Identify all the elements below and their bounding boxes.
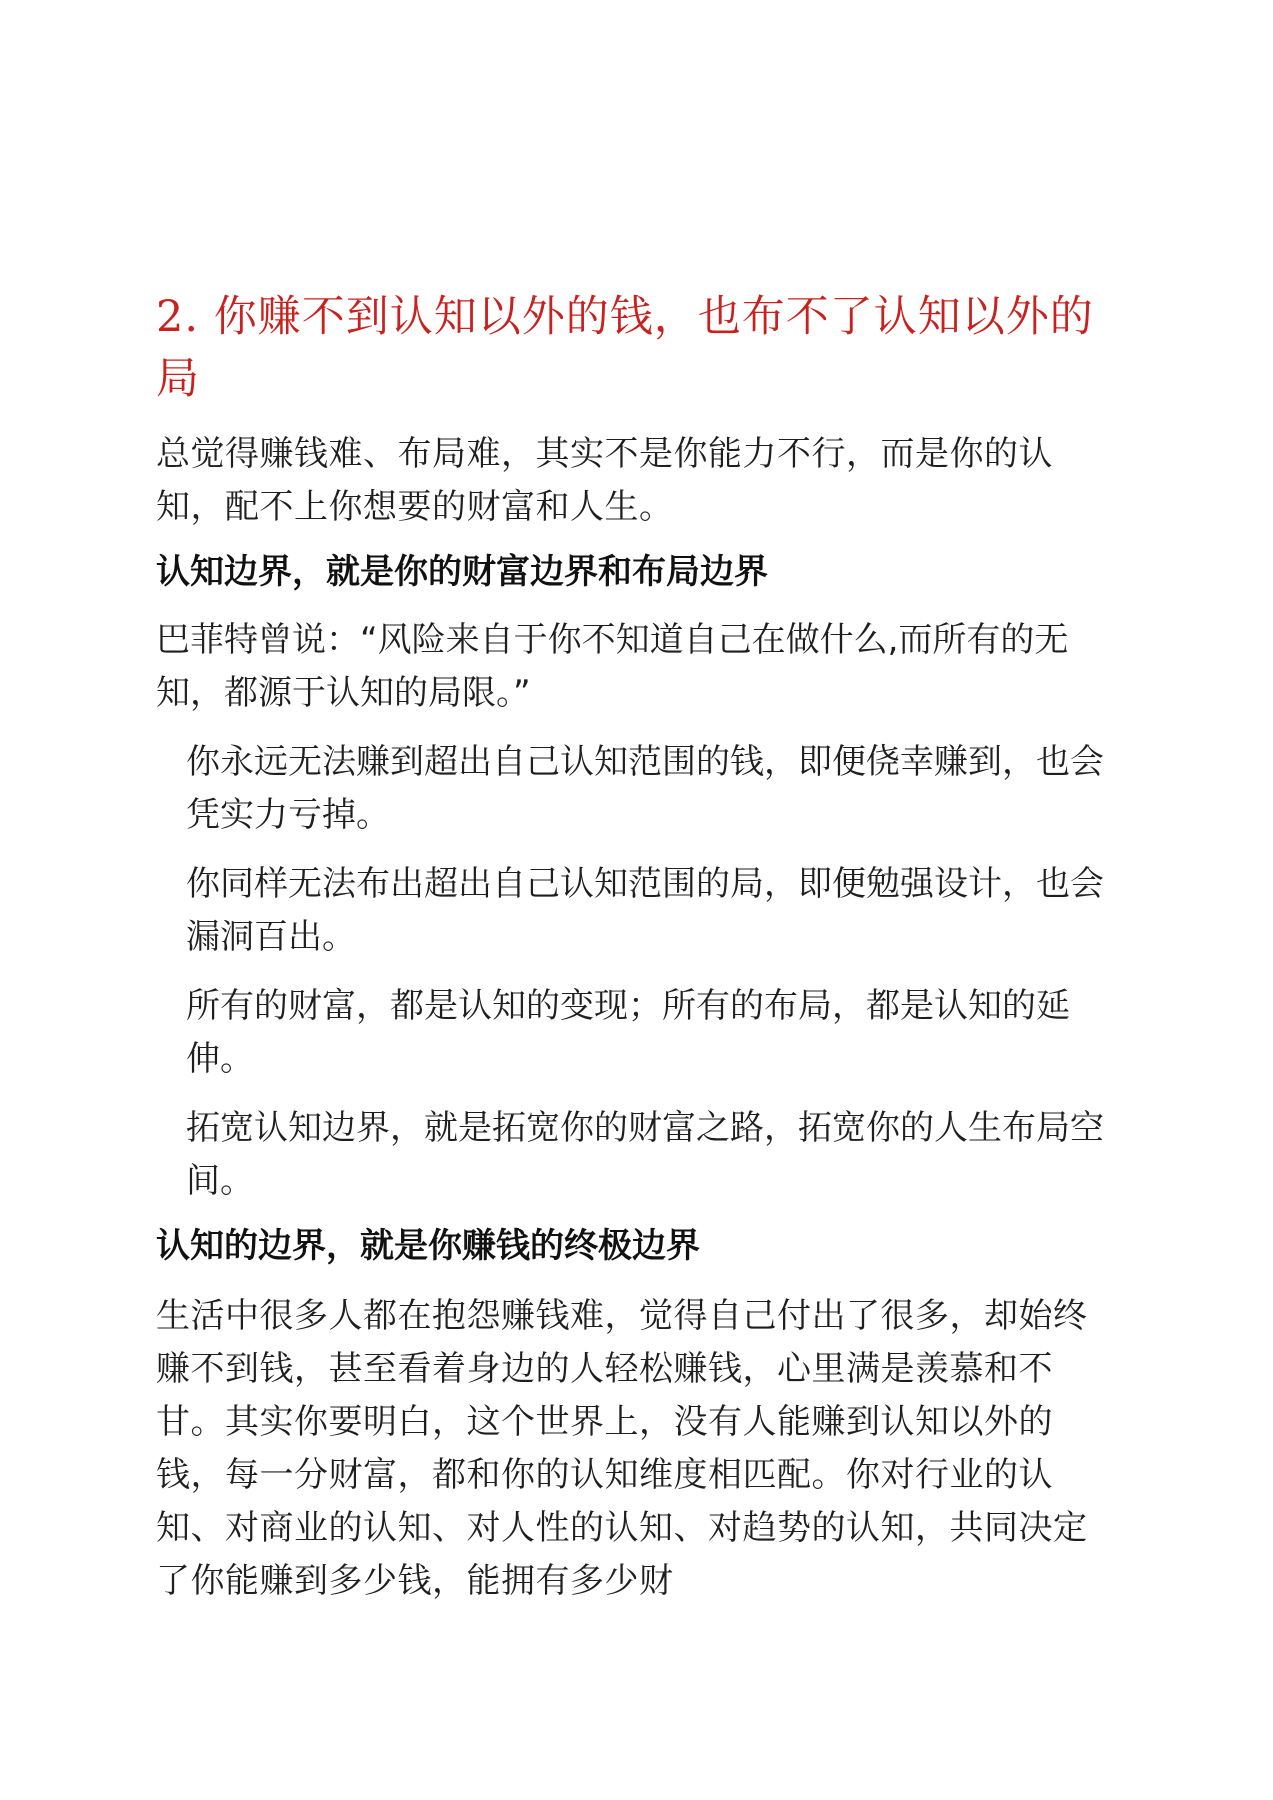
buffett-quote-paragraph: 巴菲特曾说：“风险来自于你不知道自己在做什么,而所有的无知，都源于认知的局限。” <box>156 620 1069 713</box>
section-title: 2. 你赚不到认知以外的钱，也布不了认知以外的局 <box>156 292 1094 404</box>
subheading-earning-boundary: 认知的边界，就是你赚钱的终极边界 <box>156 1226 700 1266</box>
point-paragraph-2: 你同样无法布出超出自己认知范围的局，即便勉强设计，也会漏洞百出。 <box>186 864 1104 957</box>
subheading-wealth-boundary: 认知边界，就是你的财富边界和布局边界 <box>156 552 768 592</box>
point-paragraph-1: 你永远无法赚到超出自己认知范围的钱，即便侥幸赚到，也会凭实力亏掉。 <box>186 742 1104 835</box>
point-paragraph-4: 拓宽认知边界，就是拓宽你的财富之路，拓宽你的人生布局空间。 <box>186 1108 1104 1201</box>
closing-paragraph: 生活中很多人都在抱怨赚钱难，觉得自己付出了很多，却始终赚不到钱，甚至看着身边的人轻松赚钱，心里满是羡慕和不甘。其实你要明白，这个世界上，没有人能赚到认知以外的钱，每一分财富，都和你的认知维度相匹配。你对行业的认知、对商业的认知、对人性的认知、对趋势的认知，共同决定了你能赚到多少钱，能拥有多少财 <box>156 1296 1088 1601</box>
point-paragraph-3: 所有的财富，都是认知的变现；所有的布局，都是认知的延伸。 <box>186 986 1070 1079</box>
intro-paragraph: 总觉得赚钱难、布局难，其实不是你能力不行，而是你的认知，配不上你想要的财富和人生。 <box>156 434 1053 527</box>
article-body <box>156 286 1118 1608</box>
